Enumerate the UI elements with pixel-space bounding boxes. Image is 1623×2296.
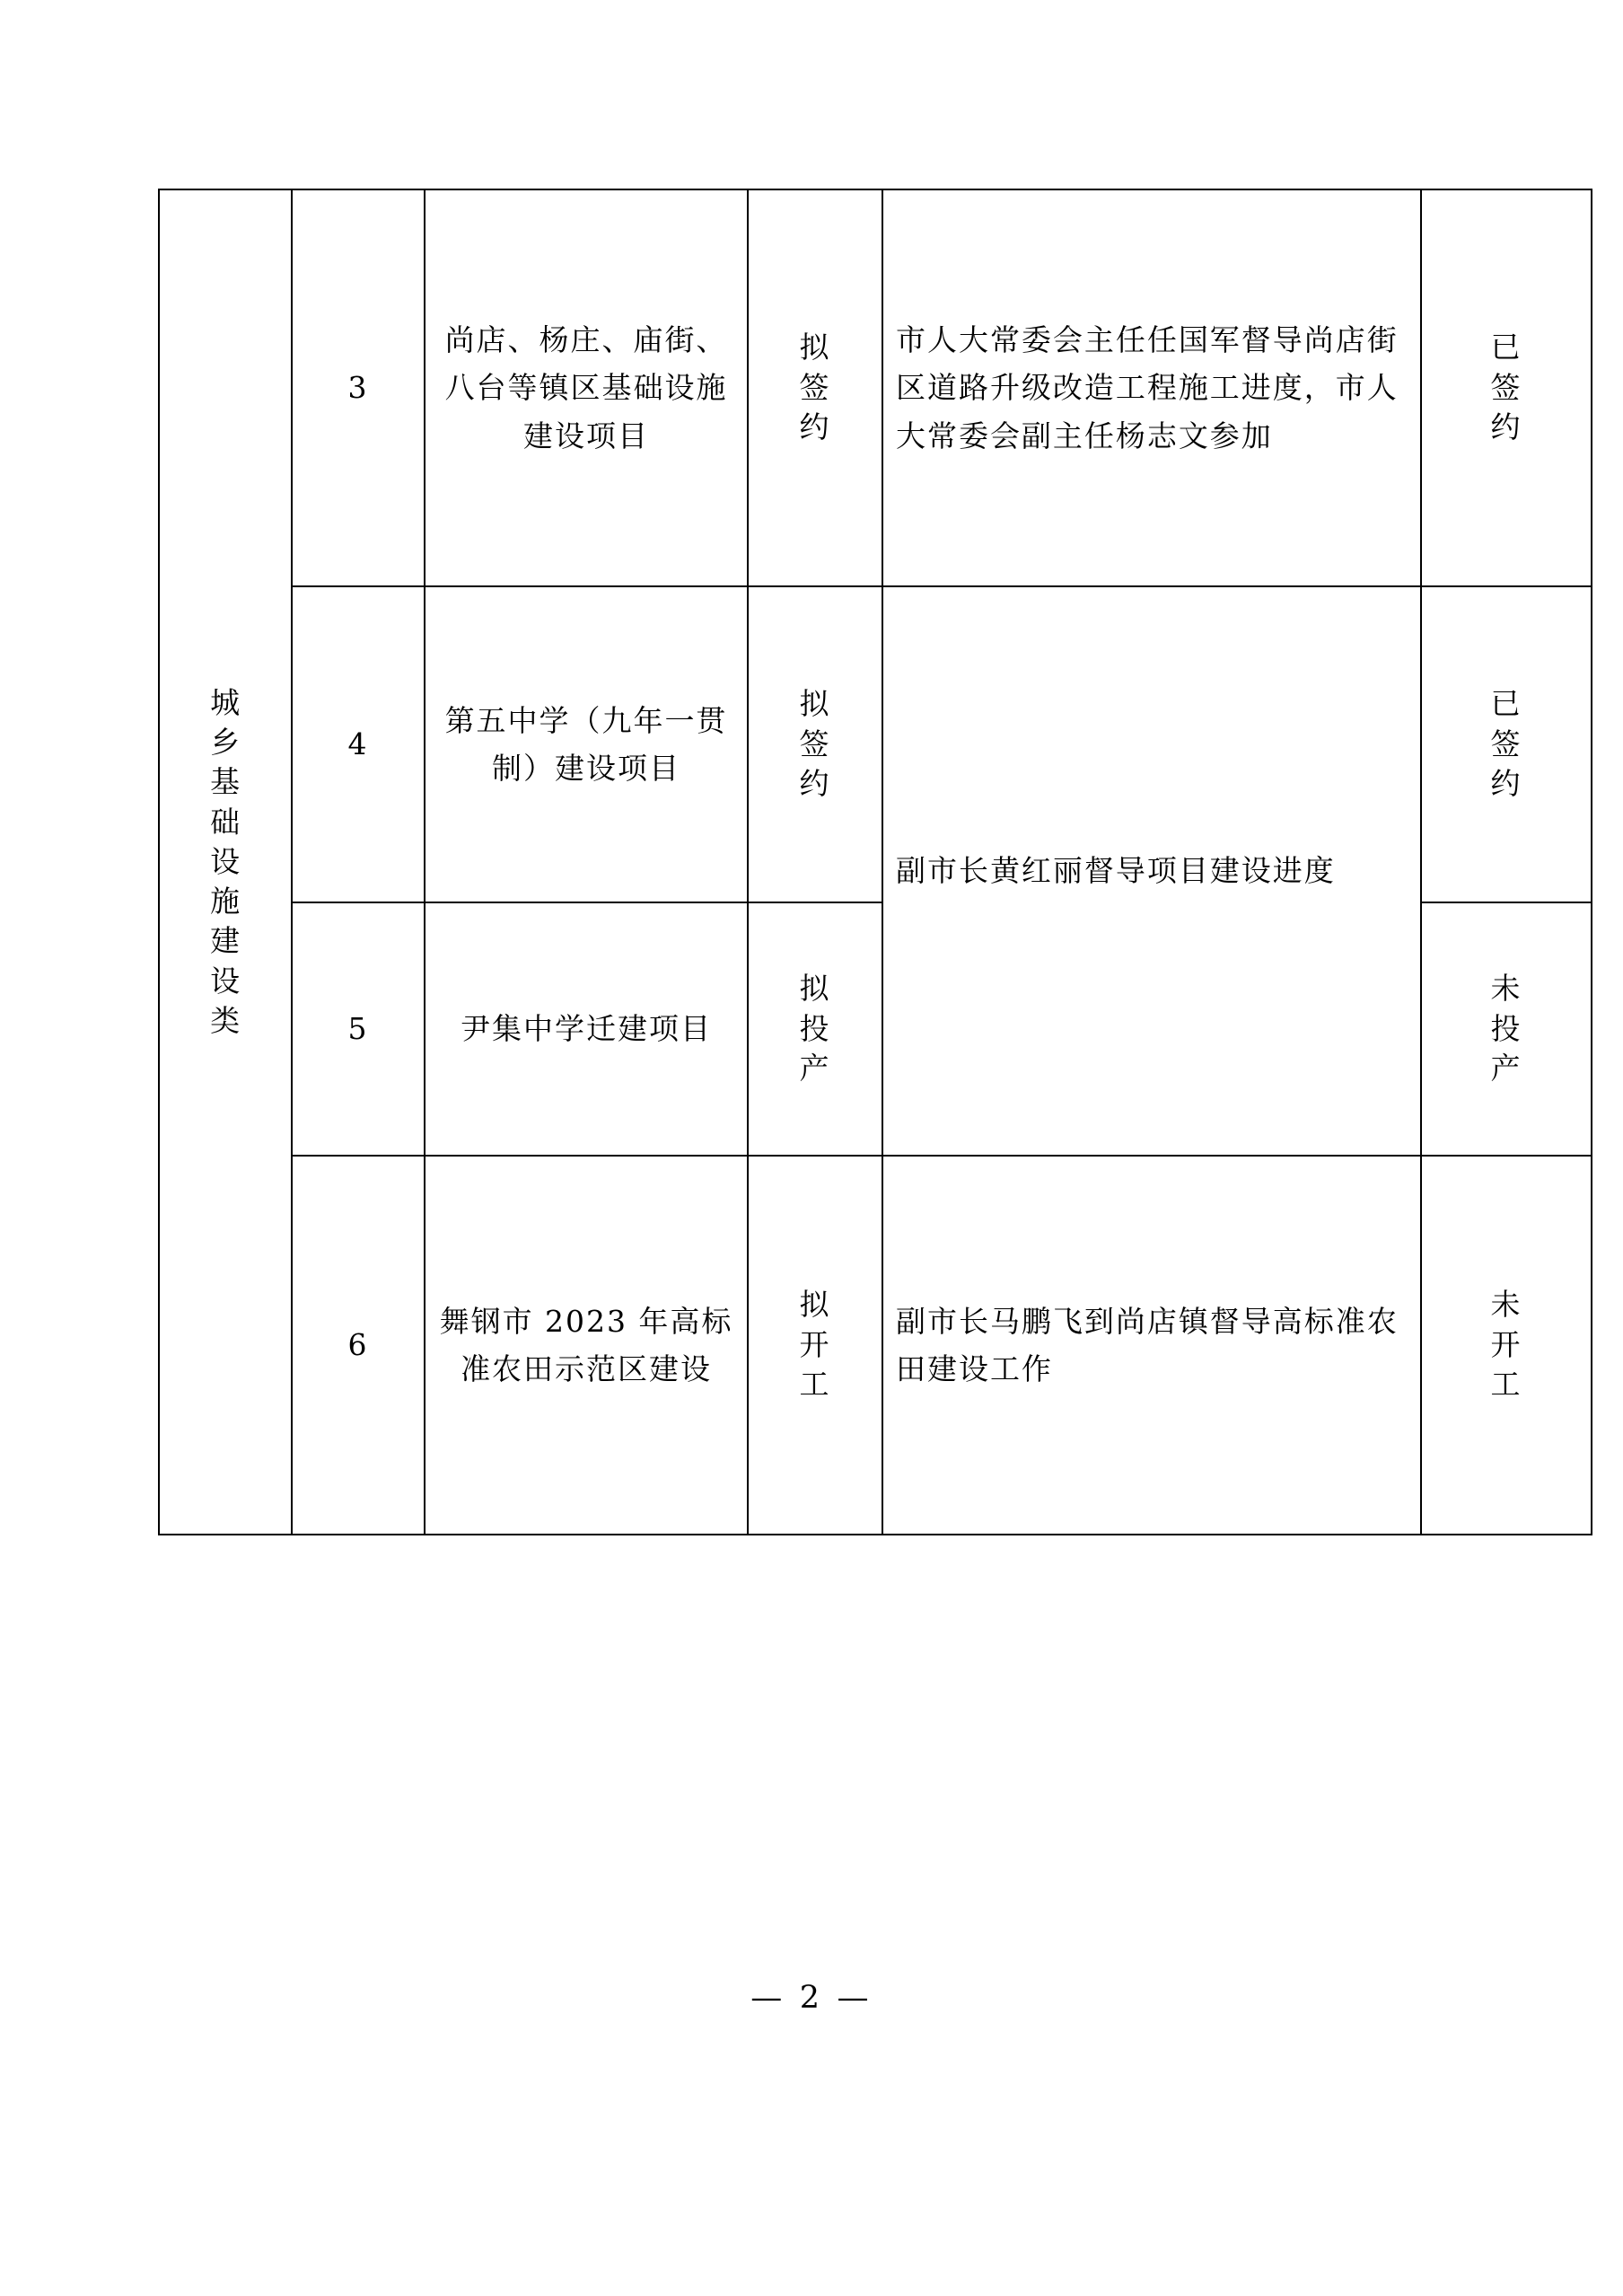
project-table-container <box>158 189 1522 1535</box>
page-number: — 2 — <box>750 1980 873 2016</box>
project-detail: 副市长黄红丽督导项目建设进度 <box>882 586 1421 1156</box>
row-index: 5 <box>292 902 425 1156</box>
project-detail: 副市长马鹏飞到尚店镇督导高标准农田建设工作 <box>882 1156 1421 1535</box>
row-index: 6 <box>292 1156 425 1535</box>
project-stage: 拟签约 <box>748 189 882 586</box>
category-label: 城乡基础设施建设类 <box>210 685 241 1038</box>
project-name: 尹集中学迁建项目 <box>425 902 748 1156</box>
project-detail: 市人大常委会主任任国军督导尚店街区道路升级改造工程施工进度，市人大常委会副主任杨志文参加 <box>882 189 1421 586</box>
project-status: 未开工 <box>1421 1156 1592 1535</box>
row-index: 4 <box>292 586 425 902</box>
project-name: 尚店、杨庄、庙街、八台等镇区基础设施建设项目 <box>425 189 748 586</box>
project-status: 未投产 <box>1421 902 1592 1156</box>
table-row <box>159 586 1592 902</box>
project-status: 已签约 <box>1421 189 1592 586</box>
project-stage: 拟投产 <box>748 902 882 1156</box>
project-status: 已签约 <box>1421 586 1592 902</box>
category-cell <box>159 189 292 1535</box>
row-index: 3 <box>292 189 425 586</box>
project-name: 第五中学（九年一贯制）建设项目 <box>425 586 748 902</box>
project-stage: 拟签约 <box>748 586 882 902</box>
project-name: 舞钢市 2023 年高标准农田示范区建设 <box>425 1156 748 1535</box>
project-table <box>158 189 1592 1535</box>
table-row <box>159 1156 1592 1535</box>
project-stage: 拟开工 <box>748 1156 882 1535</box>
table-row <box>159 189 1592 586</box>
